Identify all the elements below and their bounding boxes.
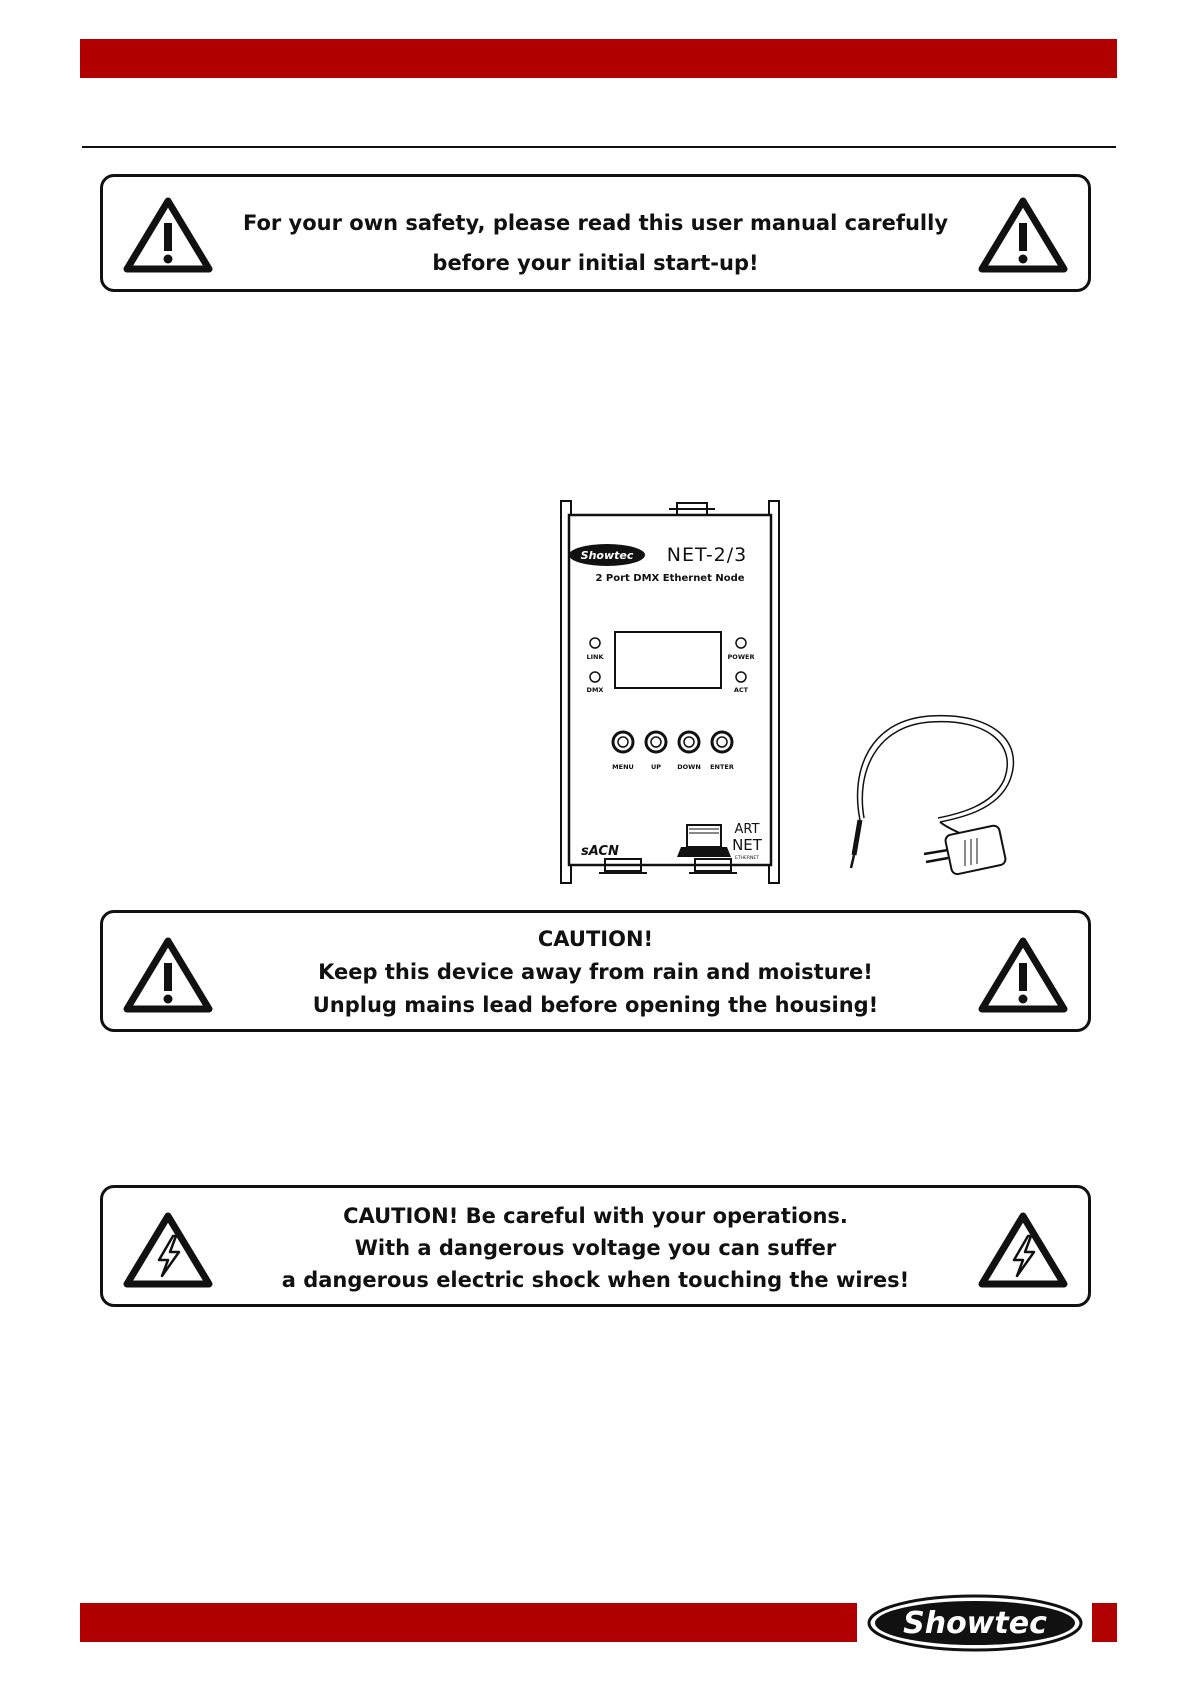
led-dmx-label: DMX [586,686,604,694]
safety-notice-box [100,174,1091,292]
electric-shock-line-2: With a dangerous voltage you can suffer [354,1236,837,1260]
button-enter-label: ENTER [710,763,734,771]
led-act-label: ACT [733,686,749,694]
footer-bar [80,1603,857,1642]
device-brand-logo: Showtec [580,549,634,562]
device-model-name: NET-2/3 [666,544,748,566]
led-power-label: POWER [727,653,755,661]
power-adapter-illustration [840,700,1030,880]
high-voltage-icon [121,1210,215,1290]
button-up-label: UP [650,763,662,771]
artnet-logo-bottom: NET [732,836,762,854]
warning-icon [121,935,215,1015]
button-menu-label: MENU [612,763,634,771]
artnet-logo-top: ART [734,822,760,837]
moisture-caution-box [100,910,1091,1032]
device-display [615,632,721,688]
electric-shock-line-1: CAUTION! Be careful with your operations. [343,1204,848,1228]
artnet-logo-sub: ETHERNET [735,856,759,861]
moisture-caution-text [223,923,968,1022]
electric-shock-caution-text [223,1200,968,1296]
device-subtitle: 2 Port DMX Ethernet Node [595,573,745,584]
moisture-caution-line-3: Unplug mains lead before opening the housing! [312,993,879,1017]
warning-icon [976,195,1070,275]
warning-icon [976,935,1070,1015]
safety-notice-line-2: before your initial start-up! [432,251,759,275]
electric-shock-caution-box [100,1185,1091,1307]
safety-notice-text [223,203,968,283]
showtec-logo-text: Showtec [903,1606,1047,1641]
electric-shock-line-3: a dangerous electric shock when touching the wires! [281,1268,910,1292]
warning-icon [121,195,215,275]
safety-notice-line-1: For your own safety, please read this user manual carefully [242,211,949,235]
led-link-label: LINK [586,653,604,661]
header-rule [82,146,1116,148]
showtec-logo [866,1594,1084,1652]
moisture-caution-line-1: CAUTION! [537,927,654,951]
device-illustration [555,497,785,887]
moisture-caution-line-2: Keep this device away from rain and moisture! [318,960,873,984]
footer-bar-end [1092,1603,1117,1642]
header-bar [80,39,1117,78]
high-voltage-icon [976,1210,1070,1290]
button-down-label: DOWN [677,763,701,771]
sacn-label: sACN [581,844,619,859]
